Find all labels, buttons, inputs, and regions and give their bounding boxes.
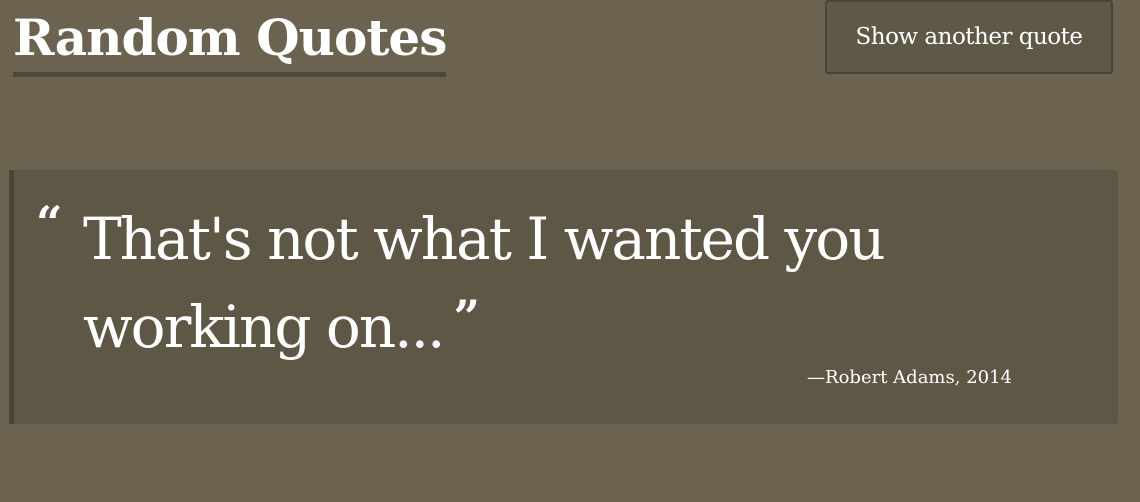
open-quote-icon: “ xyxy=(36,196,63,250)
quote-attribution xyxy=(807,366,1012,390)
quote-year: 2014 xyxy=(966,367,1012,388)
quote-text-block xyxy=(83,200,973,366)
quote-card xyxy=(9,170,1118,424)
quote-text: That's not what I wanted you working on... xyxy=(83,205,884,361)
close-quote-icon: ” xyxy=(453,290,478,344)
show-another-quote-button[interactable]: Show another quote xyxy=(825,0,1113,74)
attribution-separator: , xyxy=(954,367,967,388)
quote-author: Robert Adams xyxy=(825,367,955,388)
attribution-dash: — xyxy=(807,367,826,388)
page-title: Random Quotes xyxy=(13,6,446,77)
